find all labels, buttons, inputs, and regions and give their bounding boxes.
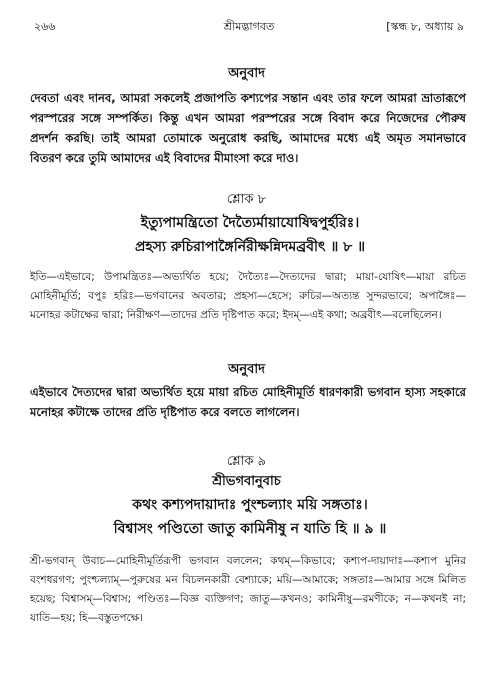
chapter-reference: [স্কন্ধ ৮, অধ্যায় ৯	[386, 20, 464, 33]
shloka-8-line-1: ইত্যুপামন্ত্রিতো দৈত্যৈর্মায়াযোষিদ্বপুর্হরিঃ।	[140, 215, 360, 231]
page-number: ২৬৬	[34, 20, 56, 33]
translation-heading-2: অনুবাদ	[228, 362, 265, 377]
shloka-9-label: শ্লোক ৯	[226, 454, 267, 469]
shloka-9-line-1: কথং কশ্যপদায়াদাঃ পুংশ্চল্যাং ময়ি সঙ্গতাঃ।	[132, 497, 368, 513]
translation-text-2: এইভাবে দৈত্যদের দ্বারা অভ্যর্থিত হয়ে মায়া রচিত মোহিনীমূর্তি ধারণকারী ভগবান হাস্য সহকারে মনোহর কটাক্ষে তাদের প্রতি দৃষ্টিপাত করে বলতে লাগলেন।	[30, 385, 466, 419]
book-title: শ্রীমদ্ভাগবত	[223, 20, 275, 33]
shloka-8-line-2: প্রহস্য রুচিরাপাঙ্গৈর্নিরীক্ষন্নিদমব্রবীৎ ॥ ৮ ॥	[134, 239, 366, 255]
page-header	[34, 18, 464, 38]
shloka-8-label: শ্লোক ৮	[226, 192, 267, 207]
shloka-9-speaker: শ্রীভগবানুবাচ	[212, 474, 281, 489]
shloka-8-synonyms: ইতি—এইভাবে; উপামন্ত্রিতঃ—অভ্যর্থিত হয়ে; দৈত্যৈঃ—দৈত্যদের দ্বারা; মায়া-যোষিৎ—মায়া রচিত মোহিনীমূর্তি; বপুঃ হরিঃ—ভগবানের অবতার; প্রহস্য—হেসে; রুচির—অত্যন্ত সুন্দরভাবে; অপাঙ্গৈঃ—মনোহর কটাক্ষের দ্বারা; নিরীক্ষণ—তাদের প্রতি দৃষ্টিপাত করে; ইদম্—এই কথা; অব্রবীৎ—বলেছিলেন।	[30, 271, 466, 321]
shloka-9-line-2: বিশ্বাসং পণ্ডিতো জাতু কামিনীষু ন যাতি হি ॥ ৯ ॥	[113, 521, 387, 537]
translation-heading-1: অনুবাদ	[228, 66, 265, 81]
shloka-9-synonyms: শ্রী-ভগবান্ উবাচ—মোহিনীমূর্তিরূপী ভগবান বললেন; কথম্—কিভাবে; কশ্যপ-দায়াদাঃ—কশ্যপ মুনির বংশধরগণ; পুংশ্চল্যাম্—পুরুষের মন বিচলনকারী বেশ্যাকে; ময়ি—আমাকে; সঙ্গতাঃ—আমার সঙ্গে মিলিত হয়েছ; বিশ্বাসম্—বিশ্বাস; পণ্ডিতঃ—বিজ্ঞ ব্যক্তিগণ; জাতু—কখনও; কামিনীষু—রমণীকে; ন—কখনই না; যাতি—হয়; হি—বস্তুতপক্ষে।	[30, 555, 466, 624]
translation-text-1: দেবতা এবং দানব, আমরা সকলেই প্রজাপতি কশ্যপের সন্তান এবং তার ফলে আমরা ভ্রাতারূপে পরস্পরের সঙ্গে সম্পর্কিত। কিন্তু এখন আমরা পরস্পরের সঙ্গে বিবাদ করে নিজেদের পৌরুষ প্রদর্শন করছি। তাই আমরা তোমাকে অনুরোধ করছি, আমাদের মধ্যে এই অমৃত সমানভাবে বিতরণ করে তুমি আমাদের এই বিবাদের মীমাংসা করে দাও।	[30, 91, 466, 165]
